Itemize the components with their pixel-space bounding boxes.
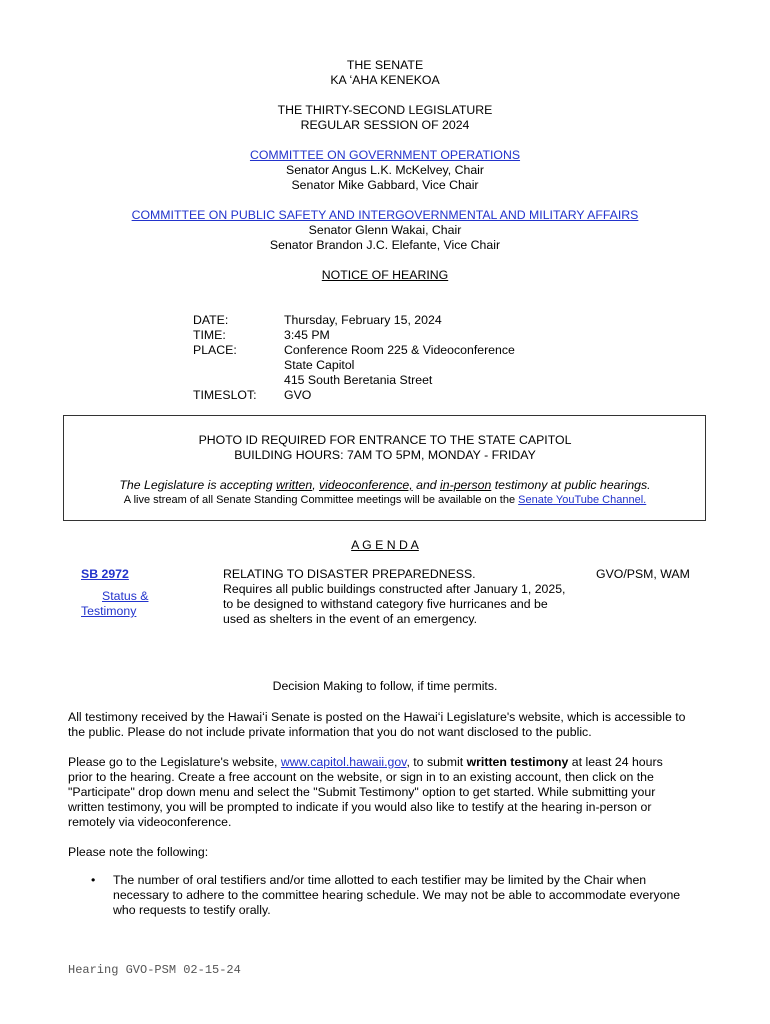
privacy-para-line1: All testimony received by the Hawaiʻi Senate is posted on the Hawaiʻi Legislature's website, which is accessible to xyxy=(68,710,686,724)
privacy-para-line2: the public. Please do not include private information that you do not want disclosed to the public. xyxy=(68,725,592,739)
place-label: PLACE: xyxy=(193,343,237,357)
instructions-para-line3: "Participate" drop down menu and select the "Submit Testimony" option to get started. While submitting your xyxy=(68,785,656,799)
timeslot-label: TIMESLOT: xyxy=(193,388,257,402)
legislature-title: THE THIRTY-SECOND LEGISLATURE xyxy=(277,103,493,117)
live-stream-notice: A live stream of all Senate Standing Committee meetings will be available on the Senate YouTube Channel. xyxy=(123,494,647,506)
decision-making-note: Decision Making to follow, if time permits. xyxy=(272,679,498,693)
session-title: REGULAR SESSION OF 2024 xyxy=(300,118,470,132)
status-testimony-link-line2[interactable]: Testimony xyxy=(81,604,137,618)
instructions-para-line4: written testimony, you will be prompted to indicate if you would also like to testify at the hearing in-person or xyxy=(68,800,652,814)
bullet-icon: • xyxy=(91,873,96,887)
place-line2: State Capitol xyxy=(284,358,355,372)
place-line3: 415 South Beretania Street xyxy=(284,373,433,387)
note-intro: Please note the following: xyxy=(68,845,209,859)
written-testimony-bold: written testimony xyxy=(466,755,569,769)
videoconference-text: videoconference, xyxy=(319,478,413,492)
committee1-chair: Senator Angus L.K. McKelvey, Chair xyxy=(286,163,484,177)
time-label: TIME: xyxy=(193,328,226,342)
senate-title: THE SENATE xyxy=(346,58,424,72)
bill-description-line1: Requires all public buildings constructed after January 1, 2025, xyxy=(223,582,566,596)
timeslot-value: GVO xyxy=(284,388,312,402)
bill-relating: RELATING TO DISASTER PREPAREDNESS. xyxy=(223,567,476,581)
committee1-vice-chair: Senator Mike Gabbard, Vice Chair xyxy=(291,178,479,192)
notice-title: NOTICE OF HEARING xyxy=(321,268,449,282)
bill-link[interactable]: SB 2972 xyxy=(81,567,129,581)
bill-referral: GVO/PSM, WAM xyxy=(596,567,690,581)
senate-title-hawaiian: KA ʻAHA KENEKOA xyxy=(330,73,440,87)
status-testimony-link-line1[interactable]: Status & xyxy=(102,589,149,603)
photo-id-notice: PHOTO ID REQUIRED FOR ENTRANCE TO THE STATE CAPITOL xyxy=(198,433,572,447)
time-value: 3:45 PM xyxy=(284,328,330,342)
committee2-chair: Senator Glenn Wakai, Chair xyxy=(308,223,462,237)
bill-description-line3: used as shelters in the event of an emergency. xyxy=(223,612,478,626)
agenda-title: A G E N D A xyxy=(351,538,419,552)
capitol-website-link[interactable]: www.capitol.hawaii.gov xyxy=(280,755,407,769)
bullet1-line3: who requests to testify orally. xyxy=(113,903,271,917)
instructions-para-line1: Please go to the Legislature's website, www.capitol.hawaii.gov, to submit written testimony at least 24 hours xyxy=(68,755,663,769)
in-person-text: in-person xyxy=(440,478,492,492)
committee-psm-link[interactable]: COMMITTEE ON PUBLIC SAFETY AND INTERGOVERNMENTAL AND MILITARY AFFAIRS xyxy=(131,208,639,222)
instructions-para-line5: remotely via videoconference. xyxy=(68,815,232,829)
bill-description-line2: to be designed to withstand category five hurricanes and be xyxy=(223,597,548,611)
youtube-channel-link[interactable]: Senate YouTube Channel. xyxy=(518,494,647,506)
bullet1-line2: necessary to adhere to the committee hearing schedule. We may not be able to accommodate everyone xyxy=(113,888,681,902)
testimony-accepting-notice: The Legislature is accepting written, videoconference, and in-person testimony at public hearings. xyxy=(119,478,651,492)
bullet1-line1: The number of oral testifiers and/or time allotted to each testifier may be limited by the Chair when xyxy=(113,873,647,887)
place-line1: Conference Room 225 & Videoconference xyxy=(284,343,515,357)
footer-hearing-id: Hearing GVO-PSM 02-15-24 xyxy=(68,963,241,977)
committee2-vice-chair: Senator Brandon J.C. Elefante, Vice Chair xyxy=(269,238,501,252)
date-value: Thursday, February 15, 2024 xyxy=(284,313,442,327)
building-hours: BUILDING HOURS: 7AM TO 5PM, MONDAY - FRIDAY xyxy=(234,448,536,462)
written-text: written xyxy=(275,478,313,492)
date-label: DATE: xyxy=(193,313,229,327)
committee-gvo-link[interactable]: COMMITTEE ON GOVERNMENT OPERATIONS xyxy=(249,148,521,162)
instructions-para-line2: prior to the hearing. Create a free account on the website, or sign in to an existing account, then click on the xyxy=(68,770,654,784)
